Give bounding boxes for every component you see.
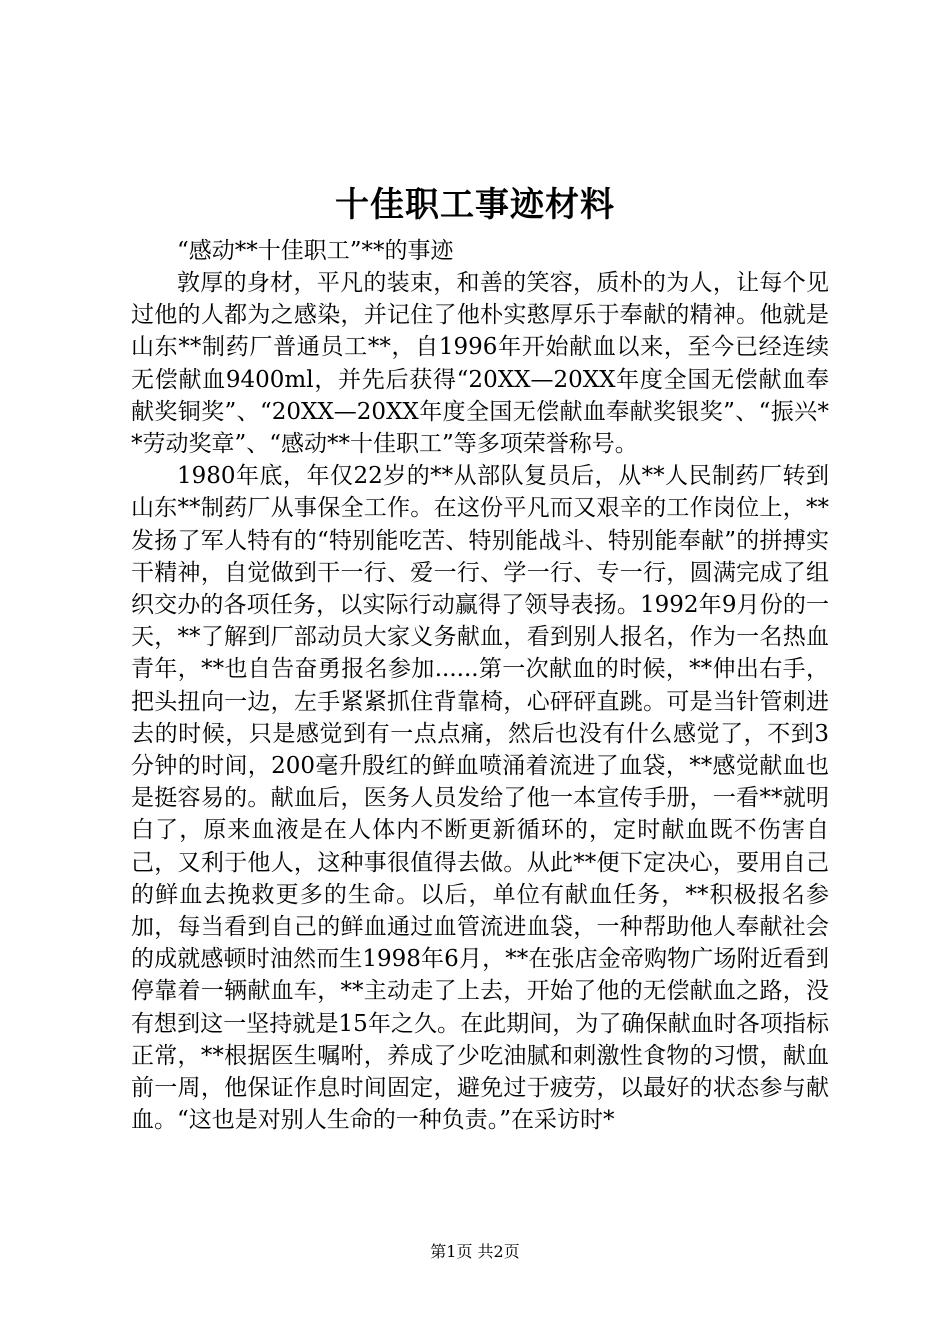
document-body — [131, 236, 829, 1136]
page-number-footer: 第1页 共2页 — [430, 1242, 520, 1261]
paragraph-2: 1980年底，年仅22岁的**从部队复员后，从**人民制药厂转到山东**制药厂从事保全工作。在这份平凡而又艰辛的工作岗位上，**发扬了军人特有的“特别能吃苦、特别能战斗、特别能奉献”的拼搏实干精神，自觉做到干一行、爱一行、学一行、专一行，圆满完成了组织交办的各项任务，以实际行动赢得了领导表扬。1992年9月份的一天，**了解到厂部动员大家义务献血，看到别人报名，作为一名热血青年，**也自告奋勇报名参加......第一次献血的时候，**伸出右手，把头扭向一边，左手紧紧抓住背靠椅，心砰砰直跳。可是当针管刺进去的时候，只是感觉到有一点点痛，然后也没有什么感觉了，不到3分钟的时间，200毫升殷红的鲜血喷涌着流进了血袋，**感觉献血也是挺容易的。献血后，医务人员发给了他一本宣传手册，一看**就明白了，原来血液是在人体内不断更新循环的，定时献血既不伤害自己，又利于他人，这种事很值得去做。从此**便下定决心，要用自己的鲜血去挽救更多的生命。以后，单位有献血任务，**积极报名参加，每当看到自己的鲜血通过血管流进血袋，一种帮助他人奉献社会的成就感顿时油然而生1998年6月，**在张店金帝购物广场附近看到停靠着一辆献血车，**主动走了上去，开始了他的无偿献血之路，没有想到这一坚持就是15年之久。在此期间，为了确保献血时各项指标正常，**根据医生嘱咐，养成了少吃油腻和刺激性食物的习惯，献血前一周，他保证作息时间固定，避免过于疲劳，以最好的状态参与献血。“这也是对别人生命的一种负责。”在采访时* — [131, 463, 829, 1134]
document-subheading: “感动**十佳职工”**的事迹 — [177, 238, 454, 264]
document-title: 十佳职工事迹材料 — [335, 185, 615, 225]
paragraph-1: 敦厚的身材，平凡的装束，和善的笑容，质朴的为人，让每个见过他的人都为之感染，并记住了他朴实憨厚乐于奉献的精神。他就是山东**制药厂普通员工**，自1996年开始献血以来，至今已经连续无偿献血9400ml，并先后获得“20XX—20XX年度全国无偿献血奉献奖铜奖”、“20XX—20XX年度全国无偿献血奉献奖银奖”、“振兴**劳动奖章”、“感动**十佳职工”等多项荣誉称号。 — [131, 270, 829, 458]
